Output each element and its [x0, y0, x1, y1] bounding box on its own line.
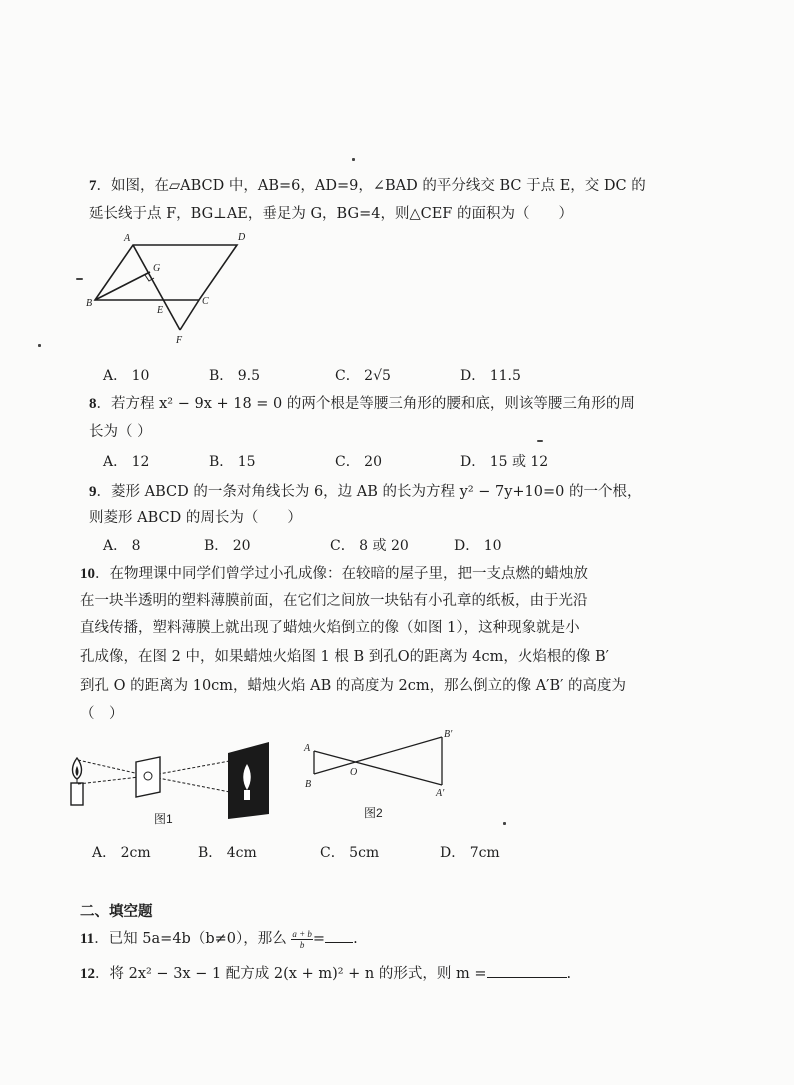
- q8-line2: 长为（ ）: [89, 424, 152, 440]
- q10-line1: 10．在物理课中同学们曾学过小孔成像：在较暗的屋子里，把一支点燃的蜡烛放: [80, 566, 588, 582]
- q8-option-c: C． 20: [335, 454, 382, 470]
- q9-option-b: B． 20: [204, 538, 251, 554]
- fig2-label-a-prime: A′: [436, 788, 445, 799]
- q9-line1: 9．菱形 ABCD 的一条对角线长为 6，边 AB 的长为方程 y² − 7y+10=0 的一个根，: [89, 484, 642, 500]
- q10-option-b: B． 4cm: [198, 845, 257, 861]
- q7-option-a: A． 10: [103, 368, 150, 384]
- label-g: G: [153, 263, 161, 274]
- fig2-label-b: B: [305, 779, 312, 790]
- figure2-caption: 图2: [364, 806, 383, 820]
- q10-option-d: D． 7cm: [440, 845, 500, 861]
- q11-fraction: $\frac{a + b}{b}$: [292, 928, 312, 950]
- q7-line2: 延长线于点 F，BG⊥AE，垂足为 G，BG=4，则△CEF 的面积为（ ）: [89, 206, 573, 222]
- q10-line3: 直线传播，塑料薄膜上就出现了蜡烛火焰倒立的像（如图 1），这种现象就是小: [80, 620, 580, 636]
- q8-option-a: A． 12: [103, 454, 150, 470]
- fig2-label-b-prime: B′: [444, 729, 453, 740]
- label-d: D: [238, 232, 246, 243]
- section2-title: 二、填空题: [80, 903, 153, 920]
- label-e: E: [157, 305, 164, 316]
- q7-option-d: D． 11.5: [460, 368, 521, 384]
- q11-answer-blank[interactable]: [325, 942, 353, 943]
- q8-option-d: D． 15 或 12: [460, 454, 549, 470]
- q10-line6: （ ）: [80, 706, 124, 722]
- q10-line5: 到孔 O 的距离为 10cm，蜡烛火焰 AB 的高度为 2cm，那么倒立的像 A′B′ 的高度为: [80, 678, 627, 694]
- fig2-label-o: O: [350, 767, 358, 778]
- label-b: B: [86, 298, 93, 309]
- q10-option-a: A． 2cm: [92, 845, 151, 861]
- label-c: C: [202, 296, 209, 307]
- q10-line4: 孔成像，在图 2 中，如果蜡烛火焰图 1 根 B 到孔O的距离为 4cm，火焰根的像 B′: [80, 649, 609, 665]
- q9-option-c: C． 8 或 20: [330, 538, 409, 554]
- q12-answer-blank[interactable]: [487, 977, 567, 978]
- q7-option-b: B． 9.5: [209, 368, 261, 384]
- figure1-caption: 图1: [154, 812, 173, 826]
- q7-option-c: C． 2√5: [335, 368, 391, 384]
- q9-option-d: D． 10: [454, 538, 502, 554]
- fig2-label-a: A: [304, 743, 311, 754]
- q9-option-a: A． 8: [103, 538, 141, 554]
- q11-line: 11．已知 5a=4b（b≠0），那么 $\frac{a + b}{b}$ = .: [80, 928, 358, 950]
- q8-option-b: B． 15: [209, 454, 256, 470]
- label-a: A: [124, 233, 131, 244]
- q9-line2: 则菱形 ABCD 的周长为（ ）: [89, 510, 302, 526]
- label-f: F: [176, 335, 183, 346]
- q8-line1: 8．若方程 x² − 9x + 18 = 0 的两个根是等腰三角形的腰和底，则该等腰三角形的周: [89, 396, 635, 412]
- q12-line: 12．将 2x² − 3x − 1 配方成 2(x + m)² + n 的形式，则 m = .: [80, 966, 572, 982]
- q10-line2: 在一块半透明的塑料薄膜前面，在它们之间放一块钻有小孔章的纸板，由于光沿: [80, 593, 588, 609]
- q10-option-c: C． 5cm: [320, 845, 380, 861]
- q7-line1: 7．如图，在▱ABCD 中，AB=6，AD=9，∠BAD 的平分线交 BC 于点 E，交 DC 的: [89, 178, 646, 194]
